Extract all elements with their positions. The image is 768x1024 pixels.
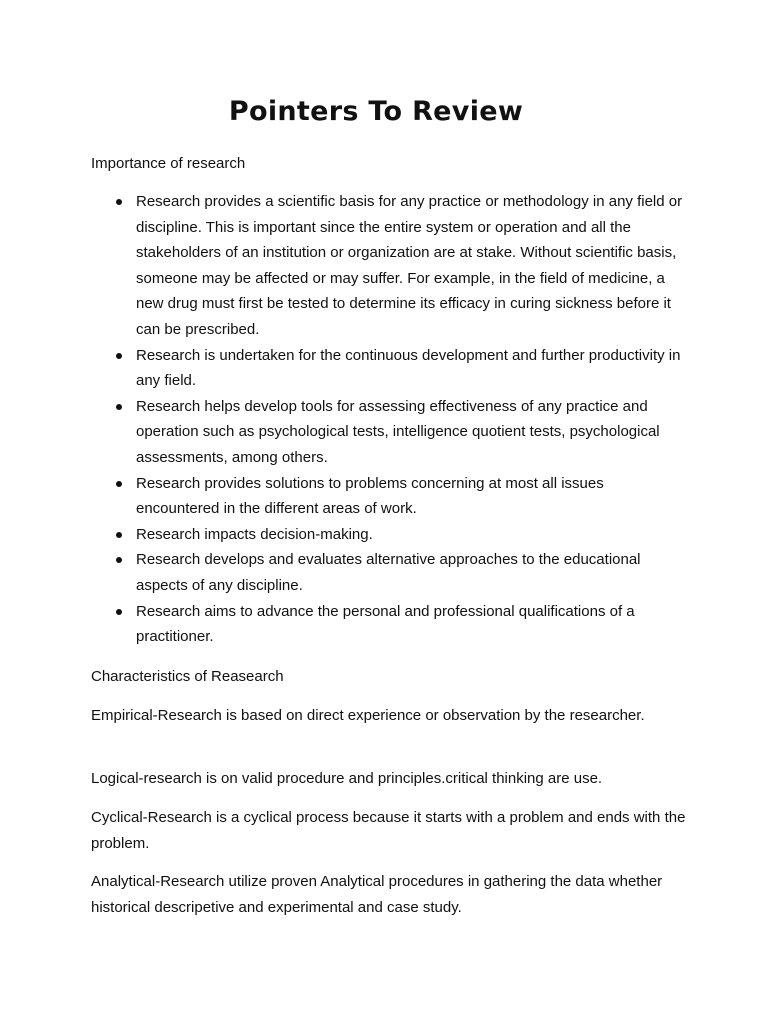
list-item — [91, 394, 691, 471]
list-item — [91, 189, 691, 343]
list-item — [91, 547, 691, 598]
list-item-text: Research develops and evaluates alternative approaches to the educational aspects of any discipline. — [136, 551, 641, 594]
list-item-text: Research provides solutions to problems concerning at most all issues encountered in the different areas of work. — [136, 474, 604, 518]
bullet-icon — [116, 353, 122, 359]
bullet-icon — [116, 557, 122, 563]
list-item-text: Research is undertaken for the continuous development and further productivity in any field. — [136, 346, 681, 390]
section-heading-characteristics: Characteristics of Reasearch — [91, 668, 284, 685]
page-title: Pointers To Review — [228, 96, 524, 127]
paragraph-logical: Logical-research is on valid procedure and principles.critical thinking are use. — [91, 770, 603, 787]
list-item-text: Research impacts decision-making. — [136, 525, 373, 543]
importance-list — [91, 189, 691, 650]
list-item — [91, 599, 691, 650]
bullet-icon — [116, 481, 122, 487]
section-heading-importance: Importance of research — [91, 155, 246, 172]
list-item-text: Research provides a scientific basis for any practice or methodology in any field or discipline. This is important since the entire system or operation and all the stakeholders of an institution or organization are at stake. Without scientific basis, someone may be affected or may suffer. For example, in the field of medicine, a new drug must first be tested to determine its efficacy in curing sickness before it can be prescribed. — [136, 193, 683, 338]
list-item-text: Research aims to advance the personal and professional qualifications of a practitioner. — [136, 602, 635, 646]
list-item — [91, 522, 691, 548]
list-item — [91, 343, 691, 394]
paragraph-analytical: Analytical-Research utilize proven Analytical procedures in gathering the data whether historical descripetive and experimental and case study. — [91, 873, 663, 916]
list-item-text: Research helps develop tools for assessing effectiveness of any practice and operation such as psychological tests, intelligence quotient tests, psychological assessments, among others. — [136, 397, 660, 466]
bullet-icon — [116, 609, 122, 615]
paragraph-cyclical: Cyclical-Research is a cyclical process because it starts with a problem and ends with the problem. — [91, 809, 686, 852]
bullet-icon — [116, 404, 122, 410]
paragraph-empirical: Empirical-Research is based on direct experience or observation by the researcher. — [91, 707, 645, 724]
bullet-icon — [116, 199, 122, 205]
list-item — [91, 471, 691, 522]
bullet-icon — [116, 532, 122, 538]
